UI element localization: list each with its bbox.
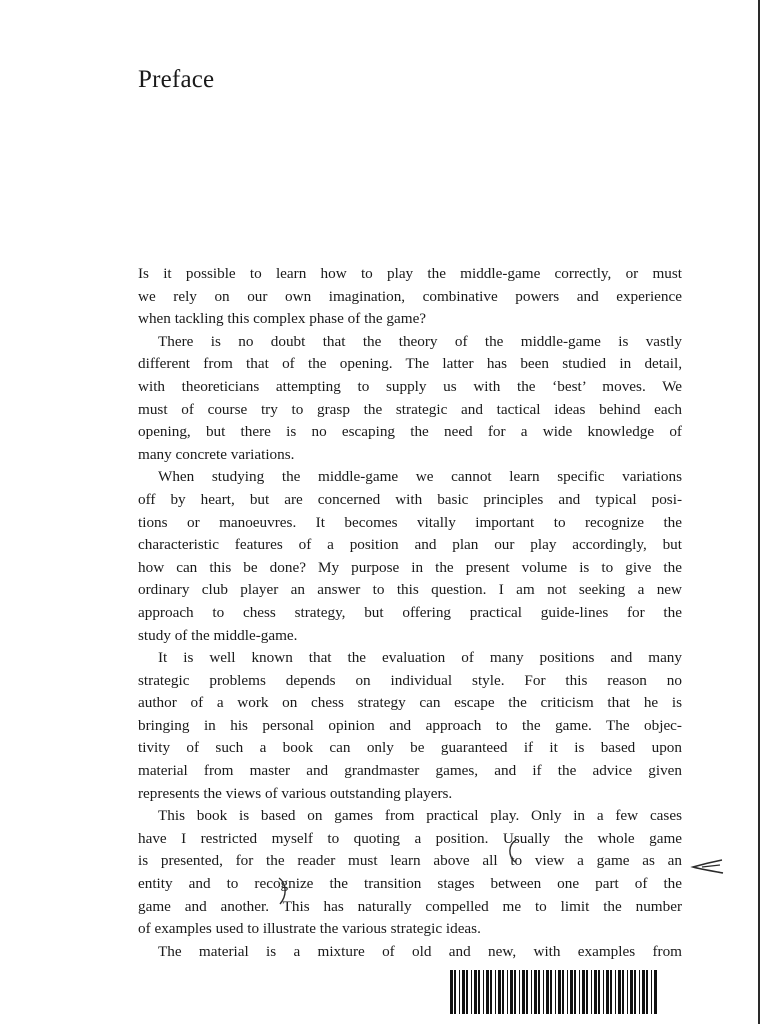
text-line: There is no doubt that the theory of the middle-game is vastly [158, 332, 682, 350]
barcode-bar [615, 970, 616, 1014]
barcode-bar [498, 970, 501, 1014]
barcode-bar [582, 970, 585, 1014]
page-margin [760, 0, 768, 1024]
barcode-bar [519, 970, 520, 1014]
barcode-bar [598, 970, 600, 1014]
text-line: have I restricted myself to quoting a position. Usually the whole game [138, 829, 682, 847]
text-line: material from master and grandmaster games, and if the advice given [138, 762, 682, 780]
text-line: tivity of such a book can only be guaranteed if it is based upon [138, 739, 682, 757]
page-edge-line [758, 0, 760, 1024]
barcode-bar [639, 970, 640, 1014]
barcode-bar [486, 970, 489, 1014]
barcode-bar [522, 970, 525, 1014]
barcode-bar [550, 970, 552, 1014]
barcode-bar [462, 970, 465, 1014]
barcode-bar [558, 970, 561, 1014]
text-line: characteristic features of a position and plan our play accordingly, but [138, 536, 682, 554]
barcode-bar [654, 970, 657, 1014]
barcode-bar [450, 970, 453, 1014]
barcode-bar [622, 970, 624, 1014]
text-line: study of the middle-game. [138, 626, 298, 644]
text-line: with theoreticians attempting to supply us with the ‘best’ moves. We [138, 377, 682, 395]
barcode-bar [531, 970, 532, 1014]
text-line: It is well known that the evaluation of many positions and many [158, 649, 682, 667]
barcode-bar [574, 970, 576, 1014]
text-line: Is it possible to learn how to play the middle-game correctly, or must [138, 265, 682, 282]
barcode-bar [534, 970, 537, 1014]
handwritten-close-bracket-mark [276, 876, 290, 906]
barcode-bar [579, 970, 580, 1014]
barcode-bar [466, 970, 468, 1014]
barcode-bar [495, 970, 496, 1014]
preface-body [138, 263, 682, 963]
text-line: tions or manoeuvres. It becomes vitally important to recognize the [138, 513, 682, 531]
barcode-bar [454, 970, 456, 1014]
barcode-bar [483, 970, 484, 1014]
text-line: strategic problems depends on individual style. For this reason no [138, 671, 682, 689]
barcode-bar [627, 970, 628, 1014]
text-line: ordinary club player an answer to this question. I am not seeking a new [138, 581, 682, 599]
barcode-bar [618, 970, 621, 1014]
handwritten-margin-arrow-mark [690, 856, 726, 878]
barcode-bar [646, 970, 648, 1014]
barcode-bar [459, 970, 460, 1014]
barcode-bar [546, 970, 549, 1014]
text-line: how can this be done? My purpose in the present volume is to give the [138, 558, 682, 576]
text-line: must of course try to grasp the strategic and tactical ideas behind each [138, 400, 682, 418]
text-line: of examples used to illustrate the various strategic ideas. [138, 920, 481, 938]
barcode-bar [510, 970, 513, 1014]
barcode-bar [570, 970, 573, 1014]
barcode-bar [538, 970, 540, 1014]
text-line: bringing in his personal opinion and approach to the game. The objec- [138, 716, 682, 734]
text-line: approach to chess strategy, but offering practical guide-lines for the [138, 603, 682, 621]
barcode-bar [562, 970, 564, 1014]
text-line: opening, but there is no escaping the need for a wide knowledge of [138, 423, 682, 441]
barcode-graphic [448, 970, 660, 1014]
barcode-bar [630, 970, 633, 1014]
barcode-bar [478, 970, 480, 1014]
barcode-bar [555, 970, 556, 1014]
barcode-bar [490, 970, 492, 1014]
text-line: entity and to recognize the transition stages between one part of the [138, 875, 682, 893]
barcode-bar [610, 970, 612, 1014]
barcode-bar [634, 970, 636, 1014]
handwritten-open-bracket-mark [505, 838, 519, 864]
text-line: when tackling this complex phase of the game? [138, 310, 427, 328]
text-line: game and another. This has naturally compelled me to limit the number [138, 897, 682, 915]
barcode-bar [567, 970, 568, 1014]
barcode-bar [474, 970, 477, 1014]
text-line: The material is a mixture of old and new, with examples from [158, 942, 682, 960]
barcode-bar [603, 970, 604, 1014]
page-title: Preface [138, 66, 215, 93]
text-line: different from that of the opening. The latter has been studied in detail, [138, 355, 682, 373]
barcode-bar [606, 970, 609, 1014]
text-line: we rely on our own imagination, combinative powers and experience [138, 287, 682, 305]
barcode-bar [594, 970, 597, 1014]
barcode-bar [591, 970, 592, 1014]
barcode-bar [651, 970, 652, 1014]
barcode-bar [502, 970, 504, 1014]
barcode-bar [514, 970, 516, 1014]
text-line: author of a work on chess strategy can escape the criticism that he is [138, 694, 682, 712]
barcode-bar [642, 970, 645, 1014]
barcode-bar [543, 970, 544, 1014]
barcode-bar [586, 970, 588, 1014]
barcode-bar [507, 970, 508, 1014]
barcode-bar [526, 970, 528, 1014]
text-line: represents the views of various outstanding players. [138, 784, 453, 802]
text-line: is presented, for the reader must learn above all to view a game as an [138, 852, 682, 870]
barcode-bar [471, 970, 472, 1014]
text-line: When studying the middle-game we cannot learn specific variations [158, 468, 682, 486]
text-line: off by heart, but are concerned with basic principles and typical posi- [138, 490, 682, 508]
text-line: This book is based on games from practical play. Only in a few cases [158, 807, 682, 825]
text-line: many concrete variations. [138, 445, 295, 463]
